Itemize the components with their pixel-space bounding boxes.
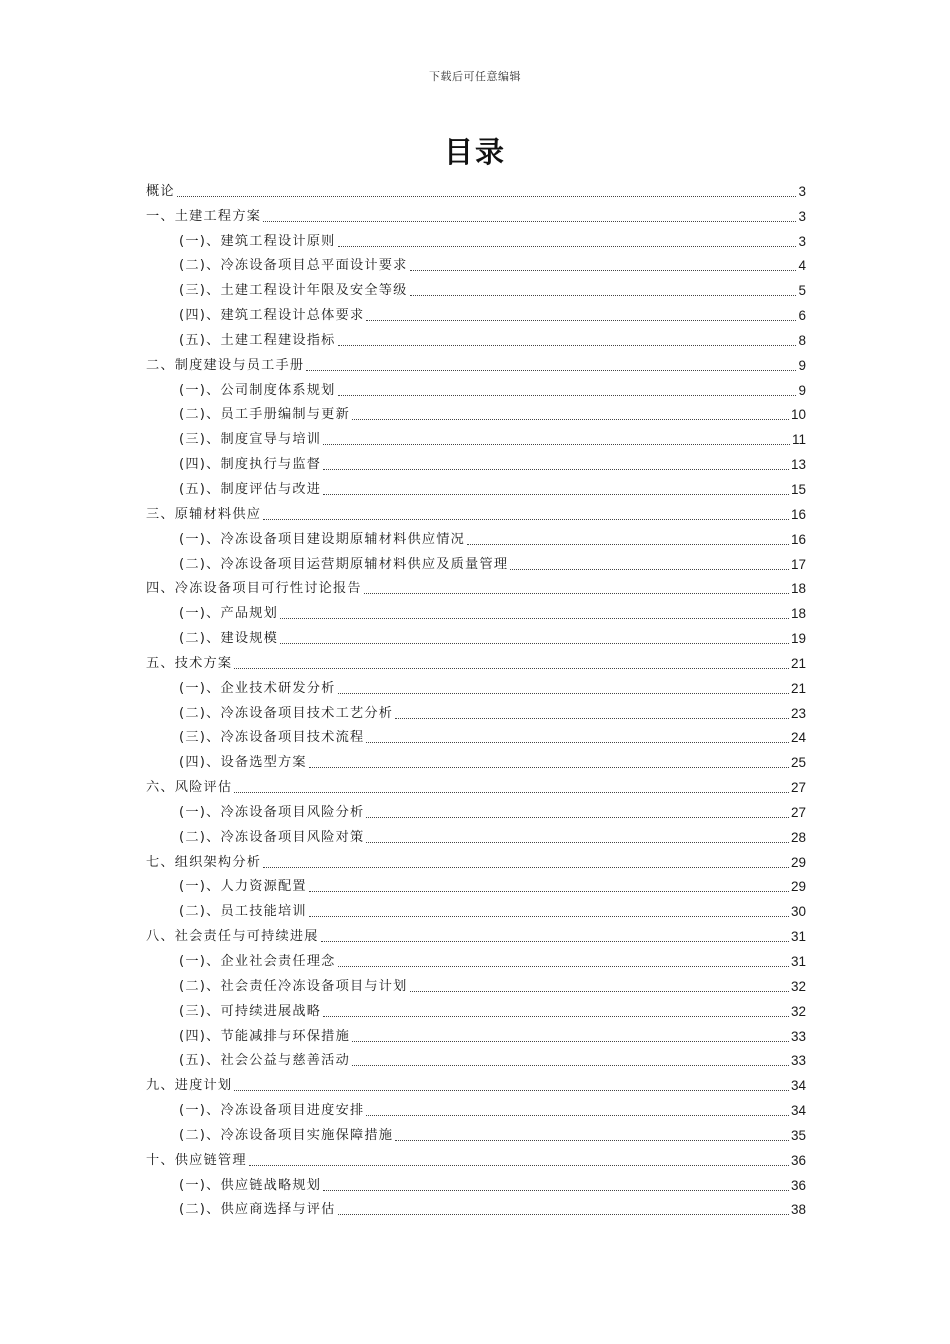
- toc-entry-title: 概论: [146, 183, 175, 199]
- toc-section-entry[interactable]: [146, 1021, 806, 1046]
- toc-section-entry[interactable]: [146, 698, 806, 723]
- toc-section-entry[interactable]: [146, 673, 806, 698]
- toc-dot-leader: [467, 543, 789, 545]
- toc-entry-title: (五)、制度评估与改进: [179, 481, 322, 497]
- toc-section-entry[interactable]: [146, 872, 806, 897]
- toc-dot-leader: [249, 1164, 789, 1166]
- toc-dot-leader: [338, 692, 789, 694]
- toc-section-entry[interactable]: [146, 524, 806, 549]
- toc-entry-title: (二)、建设规模: [179, 631, 279, 647]
- toc-section-entry[interactable]: [146, 797, 806, 822]
- toc-dot-leader: [234, 1089, 789, 1091]
- toc-entry-title: (四)、制度执行与监督: [179, 457, 322, 473]
- toc-page-number: 36: [790, 1152, 806, 1168]
- toc-entry-title: (三)、土建工程设计年限及安全等级: [179, 283, 408, 299]
- toc-dot-leader: [395, 1139, 789, 1141]
- toc-page-number: 15: [790, 481, 806, 497]
- toc-chapter-entry[interactable]: [146, 772, 806, 797]
- toc-entry-title: (二)、冷冻设备项目技术工艺分析: [179, 705, 394, 721]
- toc-page-number: 25: [790, 755, 806, 771]
- toc-entry-title: 八、社会责任与可持续进展: [146, 929, 319, 945]
- toc-section-entry[interactable]: [146, 747, 806, 772]
- toc-dot-leader: [177, 195, 797, 197]
- toc-entry-title: 六、风险评估: [146, 780, 233, 796]
- toc-dot-leader: [366, 1114, 789, 1116]
- toc-dot-leader: [352, 1040, 789, 1042]
- toc-section-entry[interactable]: [146, 822, 806, 847]
- toc-page-number: 8: [798, 332, 806, 348]
- toc-dot-leader: [410, 990, 789, 992]
- toc-dot-leader: [309, 915, 789, 917]
- toc-dot-leader: [323, 1189, 789, 1191]
- toc-entry-title: (四)、节能减排与环保措施: [179, 1028, 350, 1044]
- toc-page-number: 19: [790, 631, 806, 647]
- toc-page-number: 9: [798, 382, 806, 398]
- toc-dot-leader: [321, 940, 789, 942]
- toc-page-number: 11: [791, 432, 806, 448]
- toc-page-number: 4: [798, 258, 806, 274]
- toc-page-number: 31: [790, 929, 806, 945]
- toc-section-entry[interactable]: [146, 400, 806, 425]
- toc-entry-title: (一)、建筑工程设计原则: [179, 233, 336, 249]
- toc-entry-title: (二)、员工手册编制与更新: [179, 407, 350, 423]
- toc-entry-title: (一)、冷冻设备项目风险分析: [179, 804, 365, 820]
- toc-section-entry[interactable]: [146, 1195, 806, 1220]
- toc-section-entry[interactable]: [146, 1095, 806, 1120]
- toc-section-entry[interactable]: [146, 1120, 806, 1145]
- toc-dot-leader: [366, 319, 796, 321]
- toc-dot-leader: [263, 220, 796, 222]
- toc-section-entry[interactable]: [146, 971, 806, 996]
- toc-section-entry[interactable]: [146, 723, 806, 748]
- toc-page-number: 35: [790, 1127, 806, 1143]
- toc-entry-title: (一)、供应链战略规划: [179, 1177, 322, 1193]
- toc-dot-leader: [234, 791, 789, 793]
- toc-entry-title: (二)、员工技能培训: [179, 904, 307, 920]
- toc-page-number: 3: [798, 208, 806, 224]
- toc-section-entry[interactable]: [146, 896, 806, 921]
- toc-section-entry[interactable]: [146, 325, 806, 350]
- toc-page-number: 33: [790, 1028, 806, 1044]
- toc-dot-leader: [323, 468, 789, 470]
- toc-entry-title: (三)、制度宣导与培训: [179, 432, 322, 448]
- toc-dot-leader: [323, 1015, 789, 1017]
- toc-section-entry[interactable]: [146, 449, 806, 474]
- toc-section-entry[interactable]: [146, 623, 806, 648]
- toc-chapter-entry[interactable]: [146, 176, 806, 201]
- toc-dot-leader: [338, 245, 797, 247]
- toc-entry-title: (三)、可持续进展战略: [179, 1003, 322, 1019]
- toc-entry-title: (四)、设备选型方案: [179, 755, 307, 771]
- toc-entry-title: 四、冷冻设备项目可行性讨论报告: [146, 581, 362, 597]
- toc-page-number: 29: [790, 854, 806, 870]
- toc-dot-leader: [306, 369, 796, 371]
- toc-dot-leader: [510, 568, 789, 570]
- toc-section-entry[interactable]: [146, 275, 806, 300]
- toc-entry-title: (二)、供应商选择与评估: [179, 1202, 336, 1218]
- toc-entry-title: (一)、冷冻设备项目进度安排: [179, 1103, 365, 1119]
- toc-entry-title: (一)、企业技术研发分析: [179, 680, 336, 696]
- toc-section-entry[interactable]: [146, 549, 806, 574]
- toc-chapter-entry[interactable]: [146, 1145, 806, 1170]
- toc-section-entry[interactable]: [146, 996, 806, 1021]
- toc-dot-leader: [338, 394, 797, 396]
- toc-chapter-entry[interactable]: [146, 1070, 806, 1095]
- toc-dot-leader: [263, 866, 789, 868]
- toc-section-entry[interactable]: [146, 474, 806, 499]
- toc-entry-title: 十、供应链管理: [146, 1152, 247, 1168]
- toc-page-number: 16: [790, 531, 806, 547]
- toc-dot-leader: [395, 717, 789, 719]
- toc-dot-leader: [280, 642, 789, 644]
- toc-entry-title: (三)、冷冻设备项目技术流程: [179, 730, 365, 746]
- toc-entry-title: (一)、人力资源配置: [179, 879, 307, 895]
- toc-page-number: 27: [790, 780, 806, 796]
- toc-dot-leader: [323, 493, 789, 495]
- toc-chapter-entry[interactable]: [146, 350, 806, 375]
- toc-entry-title: (二)、冷冻设备项目风险对策: [179, 829, 365, 845]
- toc-page-number: 5: [798, 283, 806, 299]
- toc-page-number: 18: [790, 606, 806, 622]
- toc-page-number: 34: [790, 1078, 806, 1094]
- toc-section-entry[interactable]: [146, 424, 806, 449]
- toc-dot-leader: [352, 1064, 789, 1066]
- toc-dot-leader: [309, 890, 789, 892]
- toc-chapter-entry[interactable]: [146, 201, 806, 226]
- toc-entry-title: (五)、社会公益与慈善活动: [179, 1053, 350, 1069]
- toc-page-number: 38: [790, 1202, 806, 1218]
- toc-entry-title: 七、组织架构分析: [146, 854, 262, 870]
- toc-entry-title: 一、土建工程方案: [146, 208, 262, 224]
- toc-entry-title: (二)、冷冻设备项目总平面设计要求: [179, 258, 408, 274]
- toc-page-number: 16: [790, 506, 806, 522]
- toc-entry-title: (二)、冷冻设备项目运营期原辅材料供应及质量管理: [179, 556, 509, 572]
- toc-page-number: 28: [790, 829, 806, 845]
- toc-section-entry[interactable]: [146, 1046, 806, 1071]
- toc-page-number: 21: [790, 680, 806, 696]
- toc-section-entry[interactable]: [146, 300, 806, 325]
- toc-dot-leader: [338, 965, 789, 967]
- toc-page-number: 3: [798, 183, 806, 199]
- toc-dot-leader: [280, 617, 789, 619]
- toc-page-number: 36: [790, 1177, 806, 1193]
- toc-dot-leader: [364, 592, 789, 594]
- toc-page-number: 18: [790, 581, 806, 597]
- toc-page-number: 21: [790, 655, 806, 671]
- toc-entry-title: (二)、社会责任冷冻设备项目与计划: [179, 978, 408, 994]
- toc-entry-title: (一)、冷冻设备项目建设期原辅材料供应情况: [179, 531, 466, 547]
- toc-page-number: 13: [790, 457, 806, 473]
- toc-entry-title: 二、制度建设与员工手册: [146, 357, 305, 373]
- toc-section-entry[interactable]: [146, 598, 806, 623]
- toc-dot-leader: [366, 816, 789, 818]
- toc-chapter-entry[interactable]: [146, 574, 806, 599]
- toc-section-entry[interactable]: [146, 1170, 806, 1195]
- toc-dot-leader: [352, 418, 789, 420]
- toc-page-number: 34: [790, 1103, 806, 1119]
- toc-page-number: 33: [790, 1053, 806, 1069]
- toc-entry-title: 三、原辅材料供应: [146, 506, 262, 522]
- toc-page-number: 9: [798, 357, 806, 373]
- toc-section-entry[interactable]: [146, 251, 806, 276]
- toc-page-number: 6: [798, 308, 806, 324]
- toc-page-number: 30: [790, 904, 806, 920]
- toc-page-number: 3: [798, 233, 806, 249]
- toc-dot-leader: [410, 294, 797, 296]
- toc-title: 目录: [443, 135, 506, 169]
- toc-page-number: 32: [790, 1003, 806, 1019]
- toc-section-entry[interactable]: [146, 946, 806, 971]
- toc-dot-leader: [366, 841, 789, 843]
- toc-entry-title: (一)、公司制度体系规划: [179, 382, 336, 398]
- toc-entry-title: 五、技术方案: [146, 655, 233, 671]
- toc-page-number: 23: [790, 705, 806, 721]
- toc-page-number: 29: [790, 879, 806, 895]
- toc-chapter-entry[interactable]: [146, 499, 806, 524]
- page-header-note: 下载后可任意编辑: [429, 70, 521, 83]
- toc-entry-title: (二)、冷冻设备项目实施保障措施: [179, 1127, 394, 1143]
- toc-dot-leader: [309, 766, 789, 768]
- toc-page-number: 27: [790, 804, 806, 820]
- toc-entry-title: (一)、企业社会责任理念: [179, 954, 336, 969]
- toc-section-entry[interactable]: [146, 375, 806, 400]
- toc-dot-leader: [338, 1213, 789, 1215]
- toc-entry-title: 九、进度计划: [146, 1078, 233, 1094]
- toc-chapter-entry[interactable]: [146, 847, 806, 872]
- toc-page-number: 17: [790, 556, 806, 572]
- toc-dot-leader: [323, 443, 790, 445]
- toc-page-number: 10: [790, 407, 806, 423]
- toc-entry-title: (四)、建筑工程设计总体要求: [179, 308, 365, 324]
- toc-chapter-entry[interactable]: [146, 921, 806, 946]
- toc-page-number: 32: [790, 978, 806, 994]
- toc-dot-leader: [263, 518, 789, 520]
- toc-page-number: 24: [790, 730, 806, 746]
- toc-section-entry[interactable]: [146, 226, 806, 251]
- toc-dot-leader: [366, 741, 789, 743]
- toc-page-number: 31: [790, 954, 806, 969]
- toc-chapter-entry[interactable]: [146, 648, 806, 673]
- toc-dot-leader: [338, 344, 797, 346]
- toc-dot-leader: [410, 269, 797, 271]
- toc-entry-title: (一)、产品规划: [179, 606, 279, 622]
- toc-entry-title: (五)、土建工程建设指标: [179, 332, 336, 348]
- table-of-contents: [146, 176, 806, 1219]
- toc-dot-leader: [234, 667, 789, 669]
